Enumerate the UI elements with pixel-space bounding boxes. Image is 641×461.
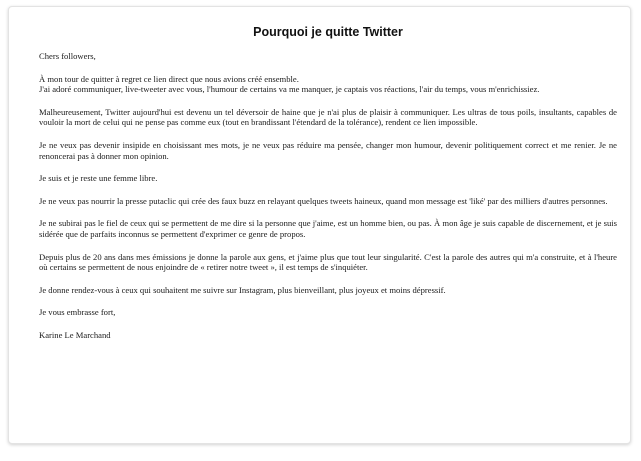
letter-title: Pourquoi je quitte Twitter	[253, 25, 403, 39]
paragraph: Je suis et je reste une femme libre.	[39, 173, 158, 184]
letter-body	[39, 25, 617, 353]
paragraph: Je ne subirai pas le fiel de ceux qui se permettent de me dire si la personne que j'aime, est un homme bien, ou pas. À mon âge je suis capable de discernement, et je suis sidérée que de parfaits inconnus se permettent d'exprimer ce genre de propos.	[39, 218, 617, 239]
paragraph: Je ne veux pas devenir insipide en choisissant mes mots, je ne veux pas réduire ma pensée, changer mon humour, devenir politiquement correct et me renier. Je ne renoncerai pas à donner mon opinion.	[39, 139, 617, 161]
paragraph: Malheureusement, Twitter aujourd'hui est devenu un tel déversoir de haine que je n'ai plus de plaisir à communiquer. Les ultras de tous poils, insultants, capables de vouloir la mort de celui qui ne pense pas comme eux (tout en brandissant l'étendard de la tolérance), rendent ce lien impossible.	[39, 106, 617, 128]
paragraph: Je ne veux pas nourrir la presse putaclic qui crée des faux buzz en relayant quelques tweets haineux, quand mon message est 'liké' par des milliers d'autres personnes.	[39, 195, 608, 206]
paragraph-line: À mon tour de quitter à regret ce lien direct que nous avions créé ensemble.	[39, 73, 299, 84]
letter-signature: Karine Le Marchand	[39, 329, 111, 340]
paragraph: Depuis plus de 20 ans dans mes émissions je donne la parole aux gens, et j'aime plus que tout leur singularité. C'est la parole des autres qui m'a construite, et à l'heure où certains se permettent de nous enjoindre de « retirer notre tweet », il est temps de s'inquiéter.	[39, 251, 617, 273]
letter-closing: Je vous embrasse fort,	[39, 307, 116, 318]
paragraph-intro	[39, 74, 617, 95]
paragraph: Je donne rendez-vous à ceux qui souhaitent me suivre sur Instagram, plus bienveillant, plus joyeux et moins dépressif.	[39, 284, 446, 295]
letter-greeting: Chers followers,	[39, 51, 96, 61]
paragraph-line: J'ai adoré communiquer, live-tweeter avec vous, l'humour de certains va me manquer, je captais vos réactions, l'air du temps, vous m'enrichissiez.	[39, 84, 540, 95]
document-page	[8, 6, 631, 444]
